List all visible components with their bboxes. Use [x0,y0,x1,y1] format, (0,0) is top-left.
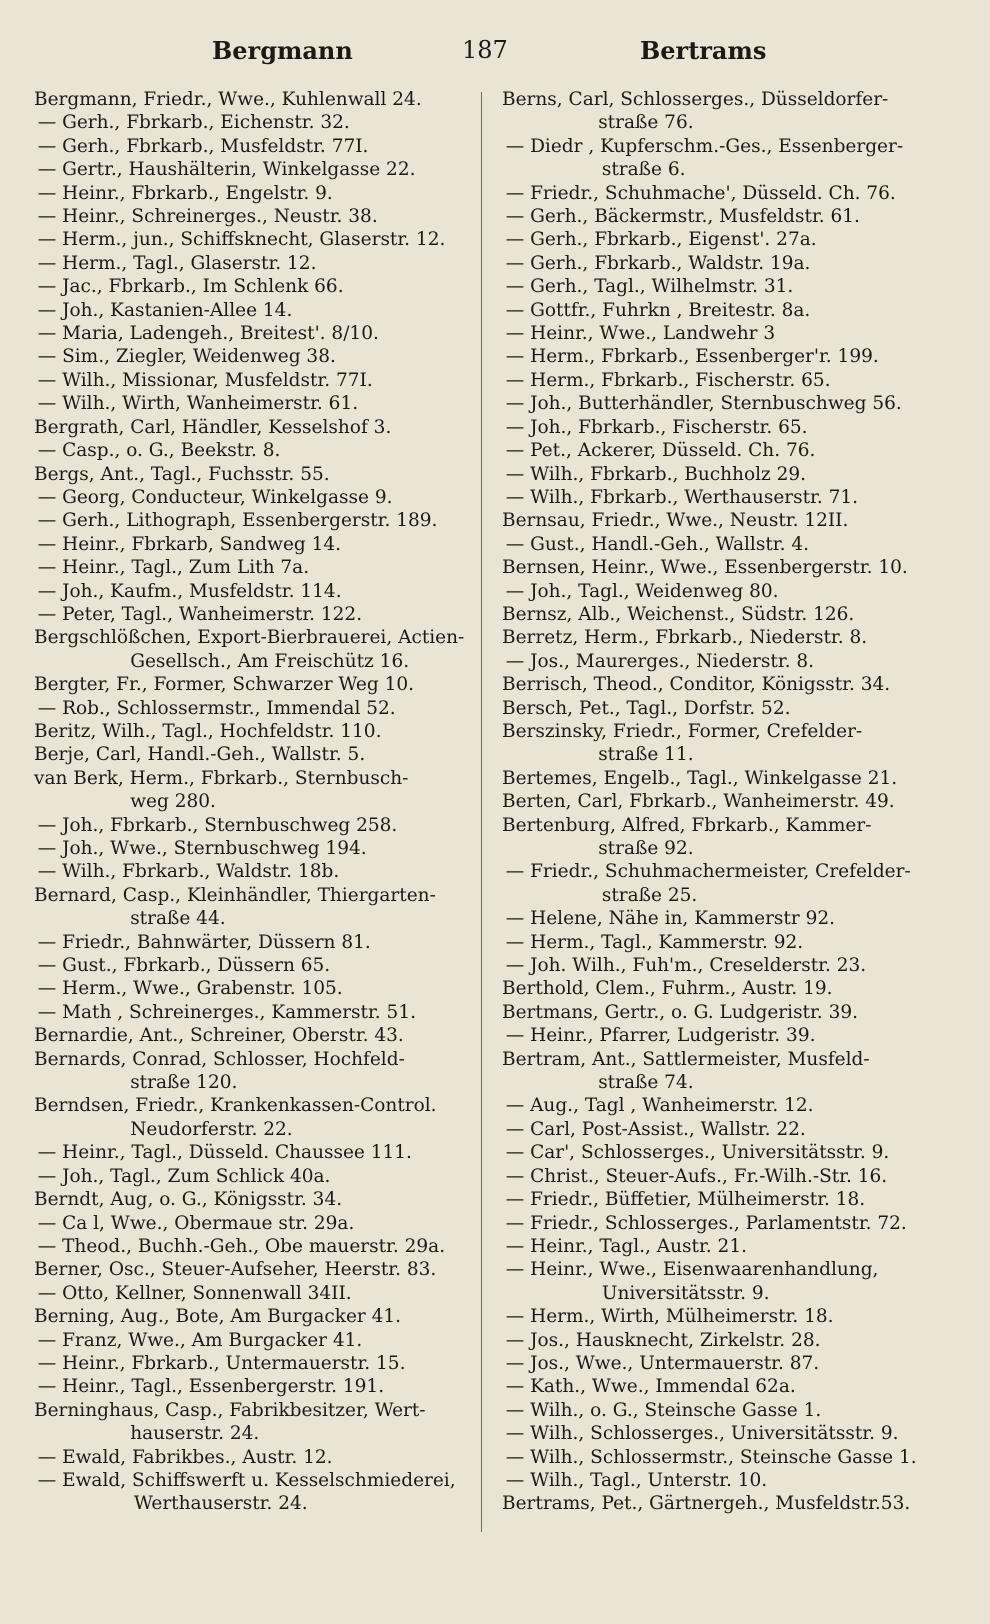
entry-line: — Herm., jun., Schiffsknecht, Glaserstr. 12. [37,229,446,251]
directory-entry [34,392,472,415]
entry-line: — Math , Schreinerges., Kammerstr. 51. [37,1001,416,1023]
directory-entry [502,88,942,135]
directory-entry [502,533,942,556]
entry-line: — Rob., Schlossermstr., Immendal 52. [37,697,396,719]
entry-line: Berns, Carl, Schlosserges., Düsseldorfer- [502,89,889,110]
directory-entry [502,626,942,649]
directory-entry [502,1141,942,1164]
entry-continuation: straße 120. [130,1072,238,1094]
directory-entry [502,1469,942,1492]
directory-entry [34,1329,472,1352]
header-left-keyword: Bergmann [212,36,353,65]
directory-entry [502,907,942,930]
directory-entry [34,228,472,251]
entry-line: — Joh., Kastanien-Allee 14. [37,299,293,321]
directory-entry [34,111,472,134]
entry-line: — Herm., Tagl., Kammerstr. 92. [505,931,804,953]
entry-line: — Heinr., Fbrkarb., Untermauerstr. 15. [37,1352,406,1374]
entry-continuation: straße 44. [130,908,226,930]
entry-line: — Heinr., Tagl., Austr. 21. [505,1235,747,1257]
entry-line: — Friedr., Büffetier, Mülheimerstr. 18. [505,1189,866,1211]
entry-line: — Diedr , Kupferschm.-Ges., Essenberger- [505,135,904,157]
directory-entry [502,697,942,720]
entry-continuation: straße 92. [598,838,694,859]
directory-entry [502,135,942,182]
entry-line: Berretz, Herm., Fbrkarb., Niederstr. 8. [502,627,868,649]
entry-line: — Joh., Fbrkarb., Sternbuschweg 258. [37,814,398,836]
entry-line: — Wilh., Schlossermstr., Steinsche Gasse 1. [505,1446,917,1468]
entry-line: Berninghaus, Casp., Fabrikbesitzer, Wert- [34,1399,426,1421]
entry-continuation: Gesellsch., Am Freischütz 16. [130,650,410,672]
entry-line: — Wilh., Missionar, Musfeldstr. 77I. [37,369,373,391]
entry-continuation: straße 6. [601,159,686,181]
directory-entry [34,1141,472,1164]
page-header [0,36,990,72]
directory-entry [502,439,942,462]
directory-entry [502,1048,942,1095]
entry-line: Bernardie, Ant., Schreiner, Oberstr. 43. [34,1025,404,1047]
entry-line: Bergter, Fr., Former, Schwarzer Weg 10. [34,674,415,696]
entry-line: Berndt, Aug, o. G., Königsstr. 34. [34,1189,343,1211]
directory-entry [34,416,472,439]
directory-entry [502,369,942,392]
entry-line: — Heinr., Fbrkarb., Engelstr. 9. [37,182,333,204]
directory-entry [502,1399,942,1422]
entry-line: — Casp., o. G., Beekstr. 8. [37,440,281,462]
entry-line: — Joh., Wwe., Sternbuschweg 194. [37,838,367,859]
entry-line: — Heinr., Schreinerges., Neustr. 38. [37,206,378,228]
entry-line: — Gerh., Fbrkarb., Eigenst'. 27a. [505,229,817,251]
directory-entry [34,182,472,205]
directory-entry [34,580,472,603]
directory-entry [34,345,472,368]
directory-entry [34,977,472,1000]
entry-line: — Herm., Tagl., Glaserstr. 12. [37,252,317,274]
entry-line: — Gerh., Lithograph, Essenbergerstr. 189. [37,510,438,532]
directory-entry [502,182,942,205]
directory-entry [34,1001,472,1024]
entry-line: — Gust., Fbrkarb., Düssern 65. [37,955,331,977]
entry-line: Bernard, Casp., Kleinhändler, Thiergarten- [34,884,436,906]
entry-line: — Joh., Butterhändler, Sternbuschweg 56. [505,393,902,415]
directory-entry [502,977,942,1000]
entry-continuation: straße 74. [598,1072,694,1094]
entry-line: — Heinr., Tagl., Düsseld. Chaussee 111. [37,1142,412,1164]
entry-line: — Otto, Kellner, Sonnenwall 34II. [37,1282,352,1304]
entry-line: — Jos., Hausknecht, Zirkelstr. 28. [505,1329,821,1351]
directory-entry [502,1235,942,1258]
directory-entry [502,1492,942,1515]
directory-entry [34,1469,472,1516]
entry-line: — Peter, Tagl., Wanheimerstr. 122. [37,603,363,625]
directory-entry [34,1258,472,1281]
entry-line: Berndsen, Friedr., Krankenkassen-Control. [34,1095,437,1117]
directory-entry [34,1048,472,1095]
entry-line: — Gottfr., Fuhrkn , Breitestr. 8a. [505,299,811,321]
directory-entry [502,299,942,322]
entry-line: — Wilh., Schlosserges., Universitätsstr. 9. [505,1423,899,1445]
entry-line: — Joh., Kaufm., Musfeldstr. 114. [37,580,342,602]
entry-line: — Gertr., Haushälterin, Winkelgasse 22. [37,159,416,181]
entry-line: — Christ., Steuer-Aufs., Fr.-Wilh.-Str. 16. [505,1165,888,1187]
entry-line: — Joh., Tagl., Zum Schlick 40a. [37,1165,331,1187]
entry-line: — Heinr., Fbrkarb, Sandweg 14. [37,533,342,555]
entry-line: Bergrath, Carl, Händler, Kesselshof 3. [34,416,392,438]
directory-entry [502,556,942,579]
entry-line: Bernsz, Alb., Weichenst., Südstr. 126. [502,603,855,625]
directory-entry [502,603,942,626]
entry-line: Berszinsky, Friedr., Former, Crefelder- [502,720,863,742]
directory-entry [502,1001,942,1024]
directory-entry [34,1399,472,1446]
entry-line: Berner, Osc., Steuer-Aufseher, Heerstr. 83. [34,1259,437,1281]
entry-line: — Joh., Fbrkarb., Fischerstr. 65. [505,416,808,438]
entry-line: — Gerh., Fbrkarb., Eichenstr. 32. [37,112,350,134]
directory-entry [502,720,942,767]
directory-entry [34,1375,472,1398]
directory-entry [502,509,942,532]
directory-entry [34,720,472,743]
entry-line: — Pet., Ackerer, Düsseld. Ch. 76. [505,440,816,462]
entry-line: — Joh. Wilh., Fuh'm., Creselderstr. 23. [505,955,867,977]
directory-entry [502,1188,942,1211]
directory-entry [34,626,472,673]
entry-continuation: straße 25. [601,884,698,906]
directory-entry [502,931,942,954]
entry-line: — Herm., Wwe., Grabenstr. 105. [37,978,343,1000]
entry-line: Bertmans, Gertr., o. G. Ludgeristr. 39. [502,1001,858,1023]
directory-entry [502,954,942,977]
entry-line: — Joh., Tagl., Weidenweg 80. [505,580,779,602]
entry-line: — Wilh., o. G., Steinsche Gasse 1. [505,1399,822,1421]
entry-line: — Heinr., Pfarrer, Ludgeristr. 39. [505,1025,816,1047]
directory-entry [34,205,472,228]
entry-line: — Theod., Buchh.-Geh., Obe mauerstr. 29a. [37,1235,446,1257]
directory-entry [502,392,942,415]
entry-continuation: Werthauserstr. 24. [133,1493,308,1515]
directory-entry [34,1024,472,1047]
directory-entry [34,1282,472,1305]
directory-entry [502,322,942,345]
entry-line: — Heinr., Tagl., Essenbergerstr. 191. [37,1376,385,1398]
entry-line: — Wilh., Wirth, Wanheimerstr. 61. [37,393,359,415]
directory-entry [502,767,942,790]
directory-entry [34,252,472,275]
entry-line: — Jac., Fbrkarb., Im Schlenk 66. [37,276,344,298]
entry-line: — Gerh., Tagl., Wilhelmstr. 31. [505,276,794,298]
directory-entry [502,463,942,486]
entry-line: — Jos., Wwe., Untermauerstr. 87. [505,1352,820,1374]
entry-line: van Berk, Herm., Fbrkarb., Sternbusch- [34,767,409,789]
entry-line: Bernsau, Friedr., Wwe., Neustr. 12II. [502,510,849,532]
directory-entry [34,1188,472,1211]
directory-entry [34,486,472,509]
entry-line: — Heinr., Wwe., Landwehr 3 [505,323,776,345]
entry-continuation: straße 11. [598,744,694,766]
directory-entry [34,322,472,345]
entry-line: Berten, Carl, Fbrkarb., Wanheimerstr. 49. [502,791,895,813]
entry-line: Berrisch, Theod., Conditor, Königsstr. 34. [502,674,891,696]
entry-line: — Wilh., Fbrkarb., Buchholz 29. [505,463,807,485]
entry-line: — Herm., Wirth, Mülheimerstr. 18. [505,1306,834,1328]
entry-line: — Ewald, Fabrikbes., Austr. 12. [37,1446,333,1468]
entry-line: Bertenburg, Alfred, Fbrkarb., Kammer- [502,814,872,836]
entry-line: — Herm., Fbrkarb., Fischerstr. 65. [505,369,831,391]
directory-entry [34,88,472,111]
entry-line: — Gust., Handl.-Geh., Wallstr. 4. [505,533,810,555]
directory-entry [502,1118,942,1141]
directory-entry [502,1375,942,1398]
left-column [34,88,472,1516]
entry-line: — Heinr., Tagl., Zum Lith 7a. [37,557,310,579]
directory-entry [502,205,942,228]
directory-entry [34,743,472,766]
entry-line: Bergschlößchen, Export-Bierbrauerei, Actien- [34,627,465,649]
directory-entry [34,884,472,931]
entry-continuation: Universitätsstr. 9. [601,1282,770,1304]
header-right-keyword: Bertrams [640,36,767,65]
page-number: 187 [462,36,508,64]
directory-entry [502,486,942,509]
entry-line: — Ewald, Schiffswerft u. Kesselschmiederei, [37,1469,456,1491]
entry-line: Beritz, Wilh., Tagl., Hochfeldstr. 110. [34,720,382,742]
entry-line: — Wilh., Fbrkarb., Werthauserstr. 71. [505,486,859,508]
directory-entry [502,1212,942,1235]
entry-line: — Jos., Maurerges., Niederstr. 8. [505,650,815,672]
entry-line: Bergs, Ant., Tagl., Fuchsstr. 55. [34,463,330,485]
directory-entry [502,860,942,907]
entry-line: — Aug., Tagl , Wanheimerstr. 12. [505,1095,814,1117]
entry-line: Berning, Aug., Bote, Am Burgacker 41. [34,1306,402,1328]
entry-line: — Gerh., Fbrkarb., Waldstr. 19a. [505,252,811,274]
entry-line: Bertrams, Pet., Gärtnergeh., Musfeldstr.53. [502,1493,911,1515]
entry-line: Bertemes, Engelb., Tagl., Winkelgasse 21. [502,767,898,789]
entry-line: — Wilh., Fbrkarb., Waldstr. 18b. [37,861,340,883]
directory-entry [34,860,472,883]
directory-entry [34,767,472,814]
directory-entry [34,463,472,486]
entry-line: — Friedr., Schlosserges., Parlamentstr. 72. [505,1212,907,1234]
directory-entry [34,135,472,158]
directory-entry [502,1024,942,1047]
directory-entry [34,603,472,626]
entry-line: — Herm., Fbrkarb., Essenberger'r. 199. [505,346,879,368]
directory-entry [502,1094,942,1117]
entry-line: — Friedr., Schuhmache', Düsseld. Ch. 76. [505,182,896,204]
directory-entry [34,1165,472,1188]
directory-entry [34,1352,472,1375]
directory-entry [34,697,472,720]
directory-entry [502,228,942,251]
entry-line: Berje, Carl, Handl.-Geh., Wallstr. 5. [34,744,366,766]
directory-entry [502,275,942,298]
directory-entry [502,580,942,603]
column-divider [481,92,482,1532]
directory-entry [34,1212,472,1235]
directory-entry [502,1329,942,1352]
entry-line: — Ca l, Wwe., Obermaue str. 29a. [37,1212,355,1234]
directory-entry [34,931,472,954]
directory-entry [34,369,472,392]
entry-line: Bernsen, Heinr., Wwe., Essenbergerstr. 10. [502,557,908,579]
entry-line: — Carl, Post-Assist., Wallstr. 22. [505,1118,806,1140]
entry-line: — Gerh., Bäckermstr., Musfeldstr. 61. [505,206,860,228]
entry-line: Bernards, Conrad, Schlosser, Hochfeld- [34,1048,405,1070]
directory-entry [34,158,472,181]
entry-line: — Maria, Ladengeh., Breitest'. 8/10. [37,323,379,345]
directory-entry [34,275,472,298]
directory-entry [34,954,472,977]
directory-entry [502,1258,942,1305]
entry-line: Berthold, Clem., Fuhrm., Austr. 19. [502,978,833,1000]
entry-line: — Kath., Wwe., Immendal 62a. [505,1376,796,1398]
entry-continuation: weg 280. [130,791,216,813]
directory-entry [34,299,472,322]
entry-line: Bersch, Pet., Tagl., Dorfstr. 52. [502,697,791,719]
entry-line: — Sim., Ziegler, Weidenweg 38. [37,346,336,368]
entry-line: Bertram, Ant., Sattlermeister, Musfeld- [502,1048,870,1070]
entry-continuation: straße 76. [598,112,694,134]
entry-line: — Wilh., Tagl., Unterstr. 10. [505,1469,768,1491]
entry-continuation: hauserstr. 24. [130,1423,260,1445]
directory-entry [502,1446,942,1469]
directory-entry [502,814,942,861]
directory-entry [34,509,472,532]
entry-line: — Helene, Nähe in, Kammerstr 92. [505,908,835,930]
directory-entry [34,1446,472,1469]
directory-entry [502,345,942,368]
directory-entry [502,790,942,813]
directory-entry [34,814,472,837]
directory-entry [502,1352,942,1375]
entry-line: — Friedr., Bahnwärter, Düssern 81. [37,931,371,953]
entry-line: Bergmann, Friedr., Wwe., Kuhlenwall 24. [34,89,422,110]
entry-line: — Heinr., Wwe., Eisenwaarenhandlung, [505,1259,879,1281]
directory-entry [502,416,942,439]
right-column [502,88,942,1516]
directory-entry [502,252,942,275]
directory-entry [34,837,472,860]
entry-line: — Car', Schlosserges., Universitätsstr. 9. [505,1142,890,1164]
directory-entry [34,1094,472,1141]
entry-line: — Gerh., Fbrkarb., Musfeldstr. 77I. [37,135,369,157]
entry-line: — Franz, Wwe., Am Burgacker 41. [37,1329,363,1351]
directory-entry [502,1305,942,1328]
directory-entry [34,1235,472,1258]
directory-entry [34,1305,472,1328]
directory-entry [502,1165,942,1188]
directory-entry [34,439,472,462]
entry-continuation: Neudorferstr. 22. [130,1118,293,1140]
directory-entry [502,1422,942,1445]
directory-entry [34,556,472,579]
directory-entry [502,650,942,673]
entry-line: — Friedr., Schuhmachermeister, Crefelder- [505,861,911,883]
directory-entry [34,673,472,696]
directory-entry [502,673,942,696]
entry-line: — Georg, Conducteur, Winkelgasse 9. [37,486,393,508]
directory-entry [34,533,472,556]
